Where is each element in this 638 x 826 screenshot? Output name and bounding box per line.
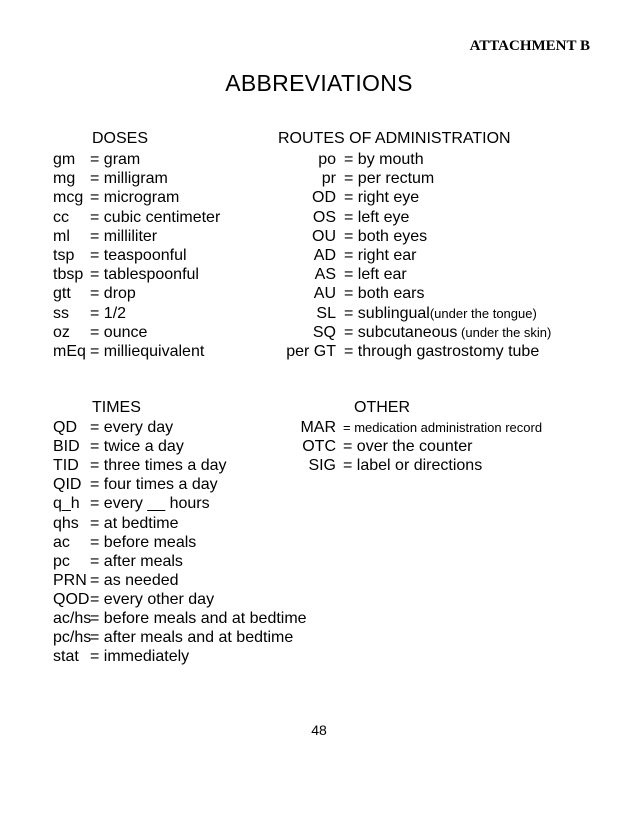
abbreviation: tsp: [53, 247, 75, 264]
abbreviation: mEq: [53, 343, 86, 360]
abbreviation: QOD: [53, 590, 90, 608]
definition-text: = immediately: [90, 648, 190, 666]
definition: [344, 304, 537, 323]
definition: [90, 533, 196, 552]
definition: [90, 571, 179, 590]
abbreviation: QD: [53, 419, 77, 436]
definition: [90, 514, 179, 533]
definition-text: = before meals: [90, 533, 197, 551]
definition: [90, 628, 293, 647]
definition: [90, 169, 168, 188]
definition: [90, 475, 218, 494]
definition: [344, 208, 409, 227]
abbreviation: mcg: [53, 189, 84, 207]
page-title: ABBREVIATIONS: [225, 70, 413, 96]
abbreviation: OS: [312, 208, 336, 226]
abbreviation: OTC: [302, 438, 336, 456]
definition: [344, 265, 407, 284]
abbreviation: cc: [53, 208, 69, 226]
definition: [344, 169, 434, 188]
abbreviation: gtt: [53, 285, 71, 303]
page-number: 48: [311, 722, 327, 738]
abbreviation: pc: [53, 552, 70, 570]
definition-text: = left eye: [344, 208, 410, 226]
definition: [344, 227, 427, 246]
definition: [344, 323, 551, 342]
definition-text: = over the counter: [343, 438, 473, 456]
definition-text: = as needed: [90, 571, 179, 589]
definition-text: = both ears: [344, 285, 425, 303]
definition-text: = milliliter: [90, 227, 158, 245]
routes-heading: ROUTES OF ADMINISTRATION: [278, 130, 511, 147]
definition-text: = every day: [90, 419, 174, 436]
abbreviation: tbsp: [53, 266, 84, 284]
definition-text: = both eyes: [344, 227, 428, 245]
times-heading: TIMES: [92, 399, 141, 416]
abbreviation: BID: [53, 438, 80, 456]
doses-heading: DOSES: [92, 130, 149, 147]
definition-note: (under the tongue): [429, 305, 537, 321]
definition: [90, 437, 184, 456]
abbreviation: per GT: [286, 343, 336, 360]
definition-text: = tablespoonful: [90, 266, 199, 284]
abbreviation: AU: [313, 285, 336, 303]
abbreviation: ac: [53, 533, 70, 551]
abbreviation: q_h: [53, 495, 80, 513]
abbreviation: OD: [312, 189, 336, 207]
definition-text: = every other day: [90, 590, 215, 608]
definition: [344, 246, 416, 265]
abbreviation: QID: [53, 476, 82, 494]
definition-text: = milliequivalent: [90, 343, 205, 360]
definition-text: = gram: [90, 151, 141, 168]
definition: [343, 418, 542, 437]
definition: [90, 304, 126, 323]
definition: [344, 188, 419, 207]
definition-text: = milligram: [90, 170, 168, 188]
definition-text: = before meals and at bedtime: [90, 610, 307, 627]
definition-text: = medication administration record: [343, 420, 543, 435]
abbreviation: OU: [312, 227, 336, 245]
definition: [344, 284, 425, 303]
abbreviation: MAR: [300, 419, 336, 436]
definition-text: = cubic centimeter: [90, 208, 221, 226]
definition: [90, 418, 173, 437]
definition-text: = after meals: [90, 552, 183, 570]
definition-text: = sublingual: [344, 304, 430, 322]
definition: [90, 227, 157, 246]
definition-text: = per rectum: [344, 170, 435, 188]
definition: [90, 208, 220, 227]
abbreviation: AS: [314, 266, 336, 284]
definition-text: = label or directions: [343, 457, 483, 475]
abbreviation: pc/hs: [53, 629, 92, 647]
definition: [90, 284, 136, 303]
definition: [90, 456, 227, 475]
definition-text: = drop: [90, 285, 136, 303]
definition-text: = subcutaneous: [344, 323, 458, 341]
abbreviation: SQ: [312, 323, 336, 341]
definition: [90, 647, 189, 666]
definition-text: = by mouth: [344, 151, 424, 168]
abbreviation: oz: [53, 323, 70, 341]
other-heading: OTHER: [354, 399, 410, 416]
attachment-label: ATTACHMENT B: [469, 38, 590, 54]
definition: [344, 342, 539, 361]
definition: [90, 246, 187, 265]
definition: [90, 265, 199, 284]
definition-text: = ounce: [90, 323, 148, 341]
abbreviation: PRN: [53, 571, 87, 589]
abbreviation: ac/hs: [53, 610, 92, 627]
abbreviation: gm: [53, 151, 76, 168]
definition: [90, 150, 140, 169]
definition-text: = after meals and at bedtime: [90, 629, 294, 647]
abbreviation: stat: [53, 648, 79, 666]
definition: [90, 609, 307, 628]
definition: [343, 456, 482, 475]
definition: [344, 150, 424, 169]
abbreviation: AD: [313, 247, 336, 264]
definition: [90, 323, 147, 342]
definition-text: = teaspoonful: [90, 247, 187, 264]
abbreviation: mg: [53, 170, 76, 188]
definition-text: = three times a day: [90, 457, 227, 475]
definition: [90, 342, 204, 361]
abbreviation: SIG: [308, 457, 336, 475]
definition: [90, 494, 210, 513]
definition: [343, 437, 472, 456]
definition: [90, 590, 214, 609]
abbreviation: SL: [316, 304, 336, 322]
abbreviation: po: [318, 151, 336, 168]
definition-note: (under the skin): [457, 324, 552, 340]
definition: [90, 188, 179, 207]
abbreviation: ml: [53, 227, 70, 245]
definition: [90, 552, 183, 571]
definition-text: = 1/2: [90, 304, 127, 322]
definition-text: = twice a day: [90, 438, 184, 456]
definition-text: = four times a day: [90, 476, 218, 494]
abbreviation: TID: [53, 457, 79, 475]
abbreviation: qhs: [53, 514, 79, 532]
definition-text: = every __ hours: [90, 495, 210, 513]
definition-text: = left ear: [344, 266, 407, 284]
definition-text: = through gastrostomy tube: [344, 343, 540, 360]
definition-text: = right ear: [344, 247, 417, 264]
definition-text: = at bedtime: [90, 514, 179, 532]
abbreviation: pr: [321, 170, 336, 188]
definition-text: = right eye: [344, 189, 420, 207]
abbreviation: ss: [53, 304, 69, 322]
definition-text: = microgram: [90, 189, 180, 207]
